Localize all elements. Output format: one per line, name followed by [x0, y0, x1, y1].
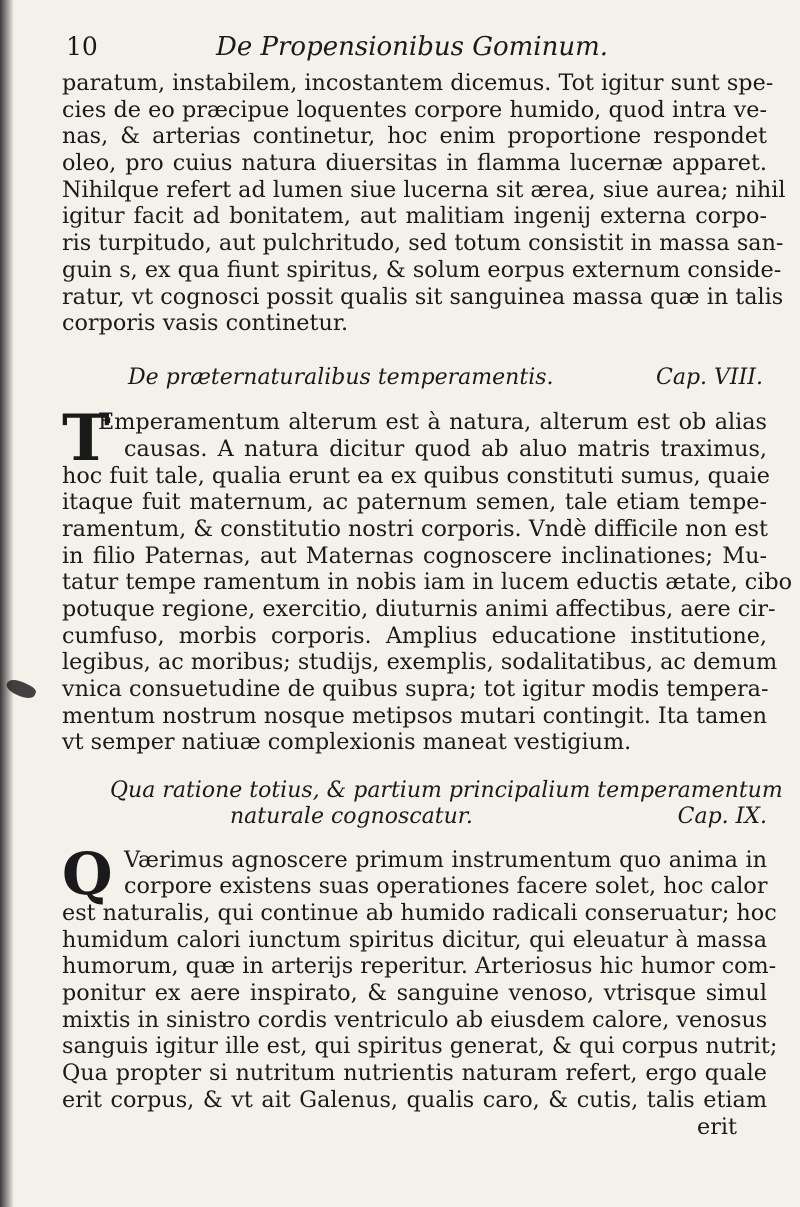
text-line: humidum calori iunctum spiritus dicitur, qui eleuatur à massa: [62, 926, 767, 953]
chapter-8-heading: [62, 365, 767, 391]
text-line: legibus, ac moribus; studijs, exemplis, sodalitatibus, ac demum: [62, 649, 778, 676]
text-line: vt semper natiuæ complexionis maneat vestigium.: [62, 729, 632, 756]
text-line: oleo, pro cuius natura diuersitas in flamma lucernæ apparet.: [62, 150, 767, 177]
text-line: paratum, instabilem, incostantem dicemus. Tot igitur sunt spe-: [62, 70, 774, 96]
running-head: De Propensionibus Gominum.: [216, 32, 609, 62]
text-line: Nihilque refert ad lumen siue lucerna sit ærea, siue aurea; nihil: [62, 176, 786, 203]
text-line: ris turpitudo, aut pulchritudo, sed totum consistit in massa san-: [62, 230, 784, 257]
text-line: ramentum, & constitutio nostri corporis. Vndè difficile non est: [62, 515, 768, 542]
text-line: nas, & arterias continetur, hoc enim proportione respondet: [62, 123, 767, 150]
chapter-9-heading-line-2: [62, 804, 767, 830]
page-gutter-shadow: [0, 0, 14, 1207]
text-block: [62, 32, 793, 1140]
text-line: mixtis in sinistro cordis ventriculo ab eiusdem calore, venosus: [62, 1006, 768, 1033]
text-line: hoc fuit tale, qualia erunt ea ex quibus constituti sumus, quaie: [62, 462, 770, 489]
chapter-9-number: Cap. IX.: [677, 804, 767, 830]
text-line: cumfuso, morbis corporis. Amplius educatione institutione,: [62, 622, 767, 649]
chapter-9-title-continued: naturale cognoscatur.: [230, 804, 473, 830]
text-line: est naturalis, qui continue ab humido radicali conseruatur; hoc: [62, 900, 777, 927]
text-line: causas. A natura dicitur quod ab aluo matris traximus,: [124, 435, 767, 462]
text-line: ratur, vt cognosci possit qualis sit sanguinea massa quæ in talis: [62, 283, 784, 310]
drop-cap: Q: [62, 839, 113, 908]
text-line: igitur facit ad bonitatem, aut malitiam ingenij externa corpo-: [62, 203, 767, 230]
page-number: 10: [66, 32, 98, 61]
text-line: ponitur ex aere inspirato, & sanguine venoso, vtrisque simul: [62, 980, 767, 1007]
text-line: tatur tempe ramentum in nobis iam in lucem eductis ætate, cibo: [62, 569, 793, 596]
chapter-8-title: De præternaturalibus temperamentis.: [128, 364, 554, 390]
text-line: mentum nostrum nosque metipsos mutari contingit. Ita tamen: [62, 702, 767, 729]
text-line: guin s, ex qua fiunt spiritus, & solum eorpus externum conside-: [62, 256, 782, 283]
drop-cap: T: [62, 401, 110, 477]
chapter-9-heading-line-1: [62, 778, 783, 804]
text-line: in filio Paternas, aut Maternas cognoscere inclinationes; Mu-: [62, 542, 767, 569]
chapter-9-paragraph: [62, 839, 778, 1141]
text-line: erit corpus, & vt ait Galenus, qualis caro, & cutis, talis etiam: [62, 1086, 767, 1113]
text-line: cies de eo præcipue loquentes corpore humido, quod intra ve-: [62, 96, 767, 123]
chapter-8-paragraph: [62, 401, 793, 756]
text-line: potuque regione, exercitio, diuturnis animi affectibus, aere cir-: [62, 595, 776, 622]
text-line: corpore existens suas operationes facere solet, hoc calor: [124, 873, 768, 900]
chapter-8-number: Cap. VIII.: [656, 364, 763, 390]
text-line: Emperamentum alterum est à natura, alterum est ob alias: [98, 409, 767, 436]
text-line: itaque fuit maternum, ac paternum semen, tale etiam tempe-: [62, 489, 767, 516]
section-a-paragraph: [62, 70, 786, 337]
text-line: Qua propter si nutritum nutrientis naturam refert, ergo quale: [62, 1060, 767, 1087]
text-line: corporis vasis continetur.: [62, 310, 349, 337]
chapter-9-title: Qua ratione totius, & partium principalium temperamentum: [110, 778, 783, 804]
page-header: [62, 32, 767, 70]
text-line: humorum, quæ in arterijs reperitur. Arteriosus hic humor com-: [62, 953, 777, 980]
text-line: Værimus agnoscere primum instrumentum quo anima in: [124, 846, 767, 873]
text-line: sanguis igitur ille est, qui spiritus generat, & qui corpus nutrit;: [62, 1033, 778, 1060]
text-line: vnica consuetudine de quibus supra; tot igitur modis tempera-: [62, 676, 769, 703]
catchword: erit: [697, 1113, 737, 1140]
